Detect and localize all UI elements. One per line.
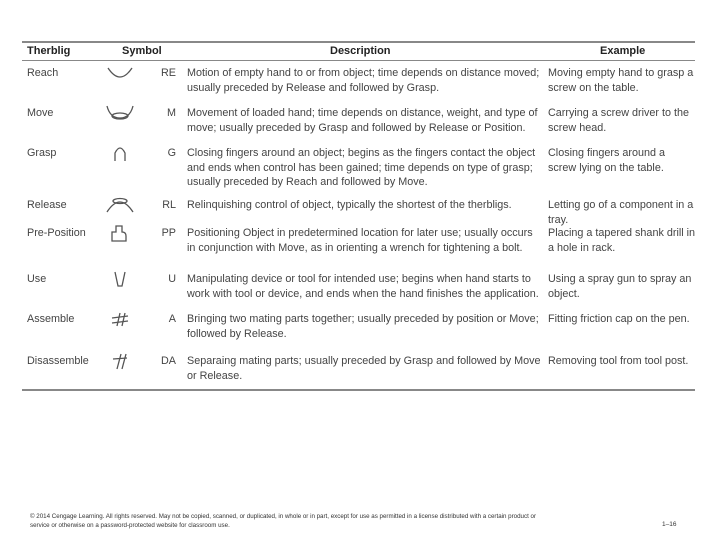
header-example: Example bbox=[600, 45, 646, 57]
therblig-name: Move bbox=[27, 107, 54, 119]
header-description: Description bbox=[330, 45, 391, 57]
therblig-description: Bringing two mating parts together; usually preceded by position or Move; followed by Release. bbox=[187, 313, 539, 340]
therblig-description: Relinquishing control of object, typically the shortest of the therbligs. bbox=[187, 199, 512, 211]
header-rule bbox=[22, 60, 695, 61]
reach-cup-icon bbox=[104, 64, 136, 82]
therblig-abbr: M bbox=[167, 107, 176, 119]
therblig-description: Separaing mating parts; usually preceded by Grasp and followed by Move or Release. bbox=[187, 355, 541, 382]
therblig-description: Positioning Object in predetermined location for later use; usually occurs in conjunction with Move, as in orienting a wrench for tightening a bolt. bbox=[187, 227, 533, 254]
therblig-abbr: U bbox=[168, 273, 176, 285]
therblig-example: Removing tool from tool post. bbox=[548, 355, 689, 367]
therblig-name: Pre-Position bbox=[27, 227, 86, 239]
therblig-description: Closing fingers around an object; begins as the fingers contact the object and ends when control has been gained; time depends on type of grasp; usually preceded by Reach and followed by Move. bbox=[187, 147, 536, 188]
therblig-example: Letting go of a component in a tray. bbox=[548, 199, 694, 226]
page-number: 1–16 bbox=[662, 521, 677, 528]
grasp-arch-icon bbox=[104, 144, 136, 162]
therblig-example: Placing a tapered shank drill in a hole in rack. bbox=[548, 227, 696, 254]
therblig-example: Fitting friction cap on the pen. bbox=[548, 313, 690, 325]
therblig-example: Moving empty hand to grasp a screw on the table. bbox=[548, 67, 694, 94]
therblig-abbr: A bbox=[168, 313, 176, 325]
table-top-rule bbox=[22, 41, 695, 43]
disassemble-hash-icon bbox=[104, 352, 136, 370]
therblig-description: Motion of empty hand to or from object; time depends on distance moved; usually preceded by Release and followed by Grasp. bbox=[187, 67, 540, 94]
table-bottom-rule bbox=[22, 389, 695, 391]
therblig-description: Manipulating device or tool for intended use; begins when hand starts to work with tool or device, and ends when the hand finishes the application. bbox=[187, 273, 539, 300]
copyright-footer: © 2014 Cengage Learning. All rights reserved. May not be copied, scanned, or duplicated, in whole or in part, except for use as permitted in a license distributed with a certain product or service or otherwise on a password-protected website for classroom use. bbox=[30, 513, 537, 529]
therblig-name: Disassemble bbox=[27, 355, 89, 367]
release-cap-icon bbox=[104, 196, 136, 214]
therblig-abbr: PP bbox=[161, 227, 176, 239]
therblig-name: Grasp bbox=[27, 147, 57, 159]
therblig-example: Carrying a screw driver to the screw head. bbox=[548, 107, 690, 134]
therblig-description: Movement of loaded hand; time depends on distance, weight, and type of move; usually preceded by Grasp and followed by Release or Position. bbox=[187, 107, 538, 134]
therblig-name: Assemble bbox=[27, 313, 75, 325]
therblig-abbr: G bbox=[167, 147, 176, 159]
header-symbol: Symbol bbox=[122, 45, 162, 57]
assemble-hash-icon bbox=[104, 310, 136, 328]
move-loaded-cup-icon bbox=[104, 104, 136, 122]
header-therblig: Therblig bbox=[27, 45, 71, 57]
therblig-name: Release bbox=[27, 199, 67, 211]
bowling-pin-icon bbox=[104, 224, 136, 242]
therblig-name: Use bbox=[27, 273, 47, 285]
therblig-abbr: DA bbox=[161, 355, 176, 367]
therblig-example: Using a spray gun to spray an object. bbox=[548, 273, 692, 300]
therblig-name: Reach bbox=[27, 67, 59, 79]
therblig-abbr: RL bbox=[162, 199, 176, 211]
therblig-example: Closing fingers around a screw lying on the table. bbox=[548, 147, 666, 174]
use-u-icon bbox=[104, 270, 136, 288]
therblig-abbr: RE bbox=[161, 67, 176, 79]
